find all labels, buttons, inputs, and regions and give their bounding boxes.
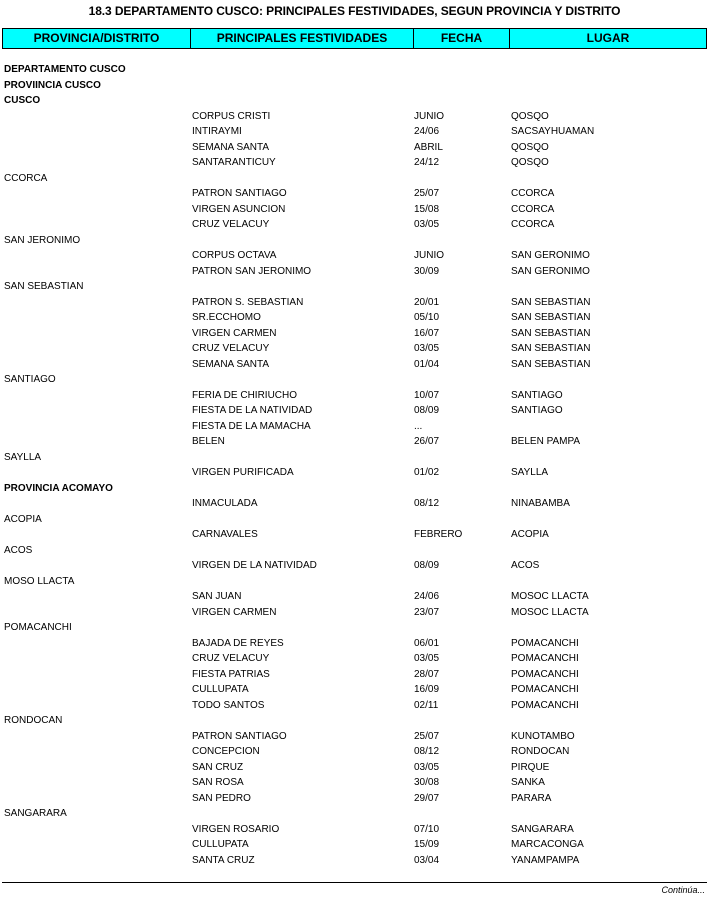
festividad-cell: PATRON S. SEBASTIAN (192, 296, 304, 308)
lugar-cell: QOSQO (511, 141, 549, 153)
festividad-cell: INTIRAYMI (192, 126, 242, 137)
lugar-cell: POMACANCHI (511, 699, 579, 711)
lugar-cell: SAN GERONIMO (511, 250, 590, 261)
table-row (0, 341, 709, 356)
festividad-cell: VIRGEN ASUNCION (192, 203, 286, 215)
provincia-distrito-cell: SANTIAGO (4, 374, 56, 385)
provincia-distrito-cell: SAN SEBASTIAN (4, 281, 84, 292)
group-row (0, 279, 709, 294)
lugar-cell: SAN SEBASTIAN (511, 296, 591, 308)
festividad-cell: CRUZ VELACUY (192, 343, 270, 354)
lugar-cell: PARARA (511, 792, 552, 804)
fecha-cell: 25/07 (414, 730, 440, 742)
group-row (0, 481, 709, 496)
fecha-cell: 03/04 (414, 854, 440, 866)
festividad-cell: VIRGEN PURIFICADA (192, 467, 294, 478)
table-row (0, 527, 709, 542)
lugar-cell: CCORCA (511, 203, 555, 215)
fecha-cell: 03/05 (414, 761, 440, 773)
lugar-cell: SAN GERONIMO (511, 265, 590, 277)
lugar-cell: YANAMPAMPA (511, 854, 580, 866)
lugar-cell: SANTIAGO (511, 405, 563, 416)
festividad-cell: SAN ROSA (192, 777, 244, 788)
fecha-cell: 26/07 (414, 436, 440, 447)
fecha-cell: 06/01 (414, 637, 440, 649)
lugar-cell: POMACANCHI (511, 684, 579, 695)
table-row (0, 589, 709, 604)
fecha-cell: JUNIO (414, 250, 444, 261)
table-row (0, 357, 709, 372)
provincia-distrito-cell: PROVINCIA ACOMAYO (4, 482, 113, 494)
table-row (0, 636, 709, 651)
festividad-cell: BAJADA DE REYES (192, 637, 284, 649)
table-row (0, 434, 709, 449)
table-row (0, 822, 709, 837)
group-row (0, 93, 709, 108)
lugar-cell: CCORCA (511, 219, 555, 230)
provincia-distrito-cell: ACOS (4, 544, 33, 556)
fecha-cell: 05/10 (414, 312, 440, 323)
fecha-cell: 16/09 (414, 684, 440, 695)
fecha-cell: 10/07 (414, 389, 440, 401)
table-row (0, 682, 709, 697)
lugar-cell: CCORCA (511, 188, 555, 199)
festividad-cell: CULLUPATA (192, 684, 249, 695)
lugar-cell: MARCACONGA (511, 839, 584, 850)
festividad-cell: VIRGEN CARMEN (192, 606, 277, 618)
header-fecha: FECHA (414, 29, 510, 48)
table-row (0, 140, 709, 155)
group-row (0, 62, 709, 77)
lugar-cell: SACSAYHUAMAN (511, 126, 595, 137)
lugar-cell: BELEN PAMPA (511, 436, 581, 447)
festividad-cell: SAN CRUZ (192, 761, 244, 773)
fecha-cell: ABRIL (414, 141, 443, 153)
fecha-cell: 08/09 (414, 405, 440, 416)
fecha-cell: 16/07 (414, 327, 440, 339)
fecha-cell: 07/10 (414, 823, 440, 835)
table-row (0, 853, 709, 868)
table-row (0, 124, 709, 139)
lugar-cell: NINABAMBA (511, 498, 570, 509)
festividad-cell: PATRON SANTIAGO (192, 188, 287, 199)
lugar-cell: KUNOTAMBO (511, 730, 575, 742)
lugar-cell: PIRQUE (511, 761, 550, 773)
festividad-cell: CORPUS OCTAVA (192, 250, 277, 261)
table-row (0, 202, 709, 217)
table-row (0, 698, 709, 713)
table-row (0, 264, 709, 279)
festividad-cell: FIESTA DE LA NATIVIDAD (192, 405, 313, 416)
festividad-cell: VIRGEN ROSARIO (192, 823, 280, 835)
festividad-cell: CORPUS CRISTI (192, 110, 271, 122)
provincia-distrito-cell: RONDOCAN (4, 715, 63, 726)
fecha-cell: 01/02 (414, 467, 440, 478)
festividad-cell: CONCEPCION (192, 746, 260, 757)
festividad-cell: SEMANA SANTA (192, 141, 270, 153)
footer-divider (2, 882, 707, 883)
table-row (0, 605, 709, 620)
lugar-cell: SANKA (511, 777, 545, 788)
page-title: 18.3 DEPARTAMENTO CUSCO: PRINCIPALES FESTIVIDADES, SEGUN PROVINCIA Y DISTRITO (88, 4, 621, 18)
fecha-cell: 25/07 (414, 188, 440, 199)
festividad-cell: SANTARANTICUY (192, 157, 276, 168)
table-row (0, 310, 709, 325)
festividad-cell: CRUZ VELACUY (192, 219, 270, 230)
festividad-cell: BELEN (192, 436, 225, 447)
fecha-cell: 15/09 (414, 839, 440, 850)
fecha-cell: 08/09 (414, 560, 440, 571)
fecha-cell: 08/12 (414, 498, 440, 509)
provincia-distrito-cell: DEPARTAMENTO CUSCO (4, 64, 126, 75)
fecha-cell: 03/05 (414, 343, 440, 354)
group-row (0, 372, 709, 387)
provincia-distrito-cell: ACOPIA (4, 513, 42, 525)
provincia-distrito-cell: POMACANCHI (4, 622, 72, 633)
provincia-distrito-cell: CUSCO (4, 95, 41, 106)
table-row (0, 155, 709, 170)
table-row (0, 388, 709, 403)
group-row (0, 78, 709, 93)
fecha-cell: 30/09 (414, 265, 440, 277)
table-row (0, 667, 709, 682)
lugar-cell: POMACANCHI (511, 637, 579, 649)
fecha-cell: 29/07 (414, 792, 440, 804)
provincia-distrito-cell: SANGARARA (4, 808, 67, 819)
continua-note: Continúa... (661, 885, 705, 895)
festividad-cell: CARNAVALES (192, 529, 258, 540)
fecha-cell: 01/04 (414, 358, 440, 370)
lugar-cell: POMACANCHI (511, 668, 579, 680)
fecha-cell: 24/06 (414, 126, 440, 137)
festividad-cell: FIESTA PATRIAS (192, 668, 270, 680)
table-row (0, 403, 709, 418)
lugar-cell: POMACANCHI (511, 653, 579, 664)
table-row (0, 419, 709, 434)
festividad-cell: VIRGEN DE LA NATIVIDAD (192, 560, 317, 571)
festividad-cell: PATRON SANTIAGO (192, 730, 287, 742)
table-row (0, 496, 709, 511)
lugar-cell: MOSOC LLACTA (511, 606, 589, 618)
lugar-cell: SAN SEBASTIAN (511, 343, 591, 354)
table-row (0, 186, 709, 201)
festividad-cell: SANTA CRUZ (192, 854, 255, 866)
table-row (0, 465, 709, 480)
group-row (0, 512, 709, 527)
fecha-cell: 28/07 (414, 668, 440, 680)
festividad-cell: SR.ECCHOMO (192, 312, 261, 323)
group-row (0, 450, 709, 465)
fecha-cell: 24/06 (414, 591, 440, 602)
festividad-cell: SAN JUAN (192, 591, 242, 602)
festividad-cell: PATRON SAN JERONIMO (192, 265, 312, 277)
festividad-cell: INMACULADA (192, 498, 258, 509)
fecha-cell: JUNIO (414, 110, 444, 122)
fecha-cell: 20/01 (414, 296, 440, 308)
provincia-distrito-cell: PROVIINCIA CUSCO (4, 79, 101, 91)
provincia-distrito-cell: SAYLLA (4, 451, 42, 463)
provincia-distrito-cell: SAN JERONIMO (4, 234, 81, 246)
group-row (0, 713, 709, 728)
festividad-cell: TODO SANTOS (192, 699, 265, 711)
header-principales-festividades: PRINCIPALES FESTIVIDADES (191, 29, 414, 48)
group-row (0, 806, 709, 821)
festividad-cell: FIESTA DE LA MAMACHA (192, 420, 311, 432)
group-row (0, 171, 709, 186)
lugar-cell: SANTIAGO (511, 389, 563, 401)
lugar-cell: RONDOCAN (511, 746, 570, 757)
fecha-cell: 24/12 (414, 157, 440, 168)
lugar-cell: MOSOC LLACTA (511, 591, 589, 602)
lugar-cell: SAN SEBASTIAN (511, 312, 591, 323)
group-row (0, 543, 709, 558)
lugar-cell: SAN SEBASTIAN (511, 358, 591, 370)
festividad-cell: SAN PEDRO (192, 792, 251, 804)
festividad-cell: CRUZ VELACUY (192, 653, 270, 664)
festividad-cell: FERIA DE CHIRIUCHO (192, 389, 298, 401)
fecha-cell: 03/05 (414, 219, 440, 230)
festividad-cell: VIRGEN CARMEN (192, 327, 277, 339)
festividad-cell: CULLUPATA (192, 839, 249, 850)
lugar-cell: ACOPIA (511, 529, 549, 540)
table-row (0, 651, 709, 666)
provincia-distrito-cell: MOSO LLACTA (4, 575, 75, 587)
fecha-cell: 30/08 (414, 777, 440, 788)
table-row (0, 760, 709, 775)
table-row (0, 248, 709, 263)
fecha-cell: 02/11 (414, 699, 439, 711)
table-row (0, 729, 709, 744)
group-row (0, 620, 709, 635)
fecha-cell: 23/07 (414, 606, 440, 618)
festividad-cell: SEMANA SANTA (192, 358, 270, 370)
lugar-cell: SAN SEBASTIAN (511, 327, 591, 339)
fecha-cell: ... (414, 420, 423, 432)
table-row (0, 558, 709, 573)
fecha-cell: 03/05 (414, 653, 440, 664)
fecha-cell: FEBRERO (414, 529, 463, 540)
lugar-cell: SAYLLA (511, 467, 549, 478)
table-row (0, 326, 709, 341)
header-lugar: LUGAR (586, 31, 630, 45)
table-row (0, 109, 709, 124)
table-row (0, 791, 709, 806)
fecha-cell: 08/12 (414, 746, 440, 757)
table-row (0, 775, 709, 790)
lugar-cell: QOSQO (511, 157, 549, 168)
lugar-cell: QOSQO (511, 110, 549, 122)
group-row (0, 574, 709, 589)
group-row (0, 233, 709, 248)
table-row (0, 295, 709, 310)
header-provincia-distrito: PROVINCIA/DISTRITO (3, 29, 191, 48)
fecha-cell: 15/08 (414, 203, 440, 215)
lugar-cell: ACOS (511, 560, 540, 571)
table-row (0, 744, 709, 759)
provincia-distrito-cell: CCORCA (4, 172, 48, 184)
lugar-cell: SANGARARA (511, 823, 574, 835)
table-row (0, 217, 709, 232)
table-row (0, 837, 709, 852)
